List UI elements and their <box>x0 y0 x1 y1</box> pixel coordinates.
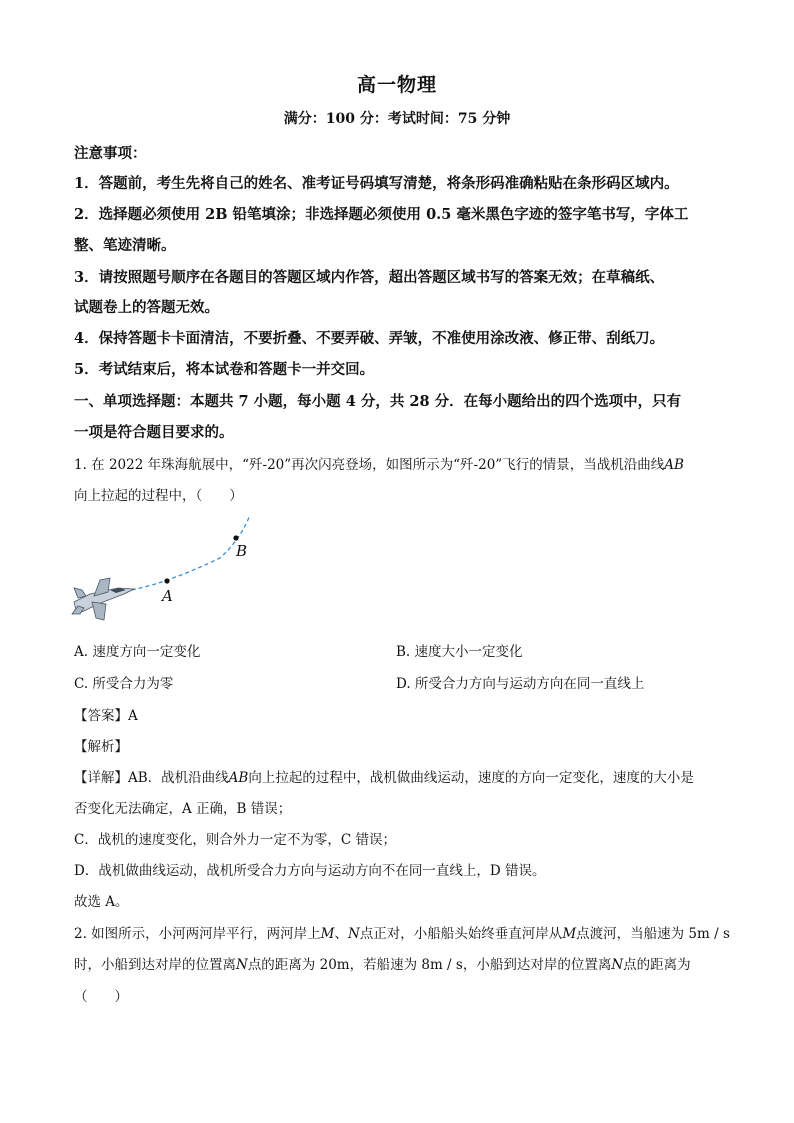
point-m-label: M <box>562 926 577 942</box>
note-item: 5．考试结束后，将本试卷和答题卡一并交回。 <box>74 361 375 378</box>
note-item: 3．请按照题号顺序在各题目的答题区域内作答，超出答题区域书写的答案无效；在草稿纸、 <box>74 269 665 286</box>
fighter-jet-icon <box>72 578 134 620</box>
page-title: 高一物理 <box>356 74 437 96</box>
question-2-stem-line3: （ ） <box>74 989 128 1005</box>
option-d: D. 所受合力方向与运动方向在同一直线上 <box>396 676 645 692</box>
conclusion-line: 故选 A。 <box>74 894 129 910</box>
answer-line: 【答案】A <box>74 708 138 724</box>
note-item: 试题卷上的答题无效。 <box>74 299 219 316</box>
q2-text: 点渡河，当船速为 5m / s <box>576 926 730 942</box>
q2-text: 点正对，小船船头始终垂直河岸从 <box>359 926 563 942</box>
question-1-stem-text: 1. 在 2022 年珠海航展中，“歼-20”再次闪亮登场，如图所示为“歼-20”飞行的情景，当战机沿曲线 <box>74 457 665 473</box>
note-item: 整、笔迹清晰。 <box>74 237 176 254</box>
curve-label: AB <box>228 770 249 786</box>
option-b: B. 速度大小一定变化 <box>396 644 523 660</box>
option-a: A. 速度方向一定变化 <box>74 644 201 660</box>
curve-label: AB <box>664 457 684 473</box>
detail-suffix: 向上拉起的过程中，战机做曲线运动，速度的方向一定变化，速度的大小是 <box>248 770 694 786</box>
analysis-heading: 【解析】 <box>74 739 128 755</box>
detail-line: D．战机做曲线运动，战机所受合力方向与运动方向不在同一直线上，D 错误。 <box>74 863 546 879</box>
q2-text: 点的距离为 20m，若船速为 8m / s，小船到达对岸的位置离 <box>247 957 612 973</box>
notes-heading: 注意事项： <box>74 145 147 162</box>
jet-figure <box>70 510 260 625</box>
question-2-stem <box>74 922 734 942</box>
point-b-label: B <box>236 542 248 560</box>
note-item: 2．选择题必须使用 2B 铅笔填涂；非选择题必须使用 0.5 毫米黑色字迹的签字笔书写，字体工 <box>74 206 689 223</box>
q2-text: 、 <box>334 926 348 942</box>
point-m-label: M <box>320 926 335 942</box>
detail-line: 否变化无法确定，A 正确，B 错误； <box>74 801 292 817</box>
point-n-label: N <box>611 957 624 973</box>
section-heading-cont: 一项是符合题目要求的。 <box>74 424 234 441</box>
flight-path-curve <box>132 515 250 590</box>
note-item: 1．答题前，考生先将自己的姓名、准考证号码填写清楚，将条形码准确粘贴在条形码区域内。 <box>74 175 679 192</box>
q2-text: 点的距离为 <box>623 957 691 973</box>
q2-text: 时，小船到达对岸的位置离 <box>74 957 236 973</box>
point-b-marker <box>233 535 238 540</box>
point-n-label: N <box>348 926 360 942</box>
point-a-label: A <box>162 587 173 605</box>
question-1-stem <box>74 453 734 473</box>
point-n-label: N <box>236 957 248 973</box>
option-c: C. 所受合力为零 <box>74 676 174 692</box>
exam-info: 满分：100 分：考试时间：75 分钟 <box>283 111 511 127</box>
q2-text: 2. 如图所示，小河两河岸平行，两河岸上 <box>74 926 321 942</box>
detail-prefix: 【详解】AB．战机沿曲线 <box>74 770 229 786</box>
detail-line <box>74 766 734 786</box>
detail-line: C．战机的速度变化，则合外力一定不为零，C 错误； <box>74 832 396 848</box>
note-item: 4．保持答题卡卡面清洁，不要折叠、不要弄破、弄皱，不准使用涂改液、修正带、刮纸刀。 <box>74 330 665 347</box>
section-heading: 一、单项选择题：本题共 7 小题，每小题 4 分，共 28 分．在每小题给出的四个选项中，只有 <box>74 393 682 410</box>
point-a-marker <box>164 578 169 583</box>
question-1-stem-line2: 向上拉起的过程中，（ ） <box>74 488 243 504</box>
question-2-stem-line2 <box>74 953 734 973</box>
